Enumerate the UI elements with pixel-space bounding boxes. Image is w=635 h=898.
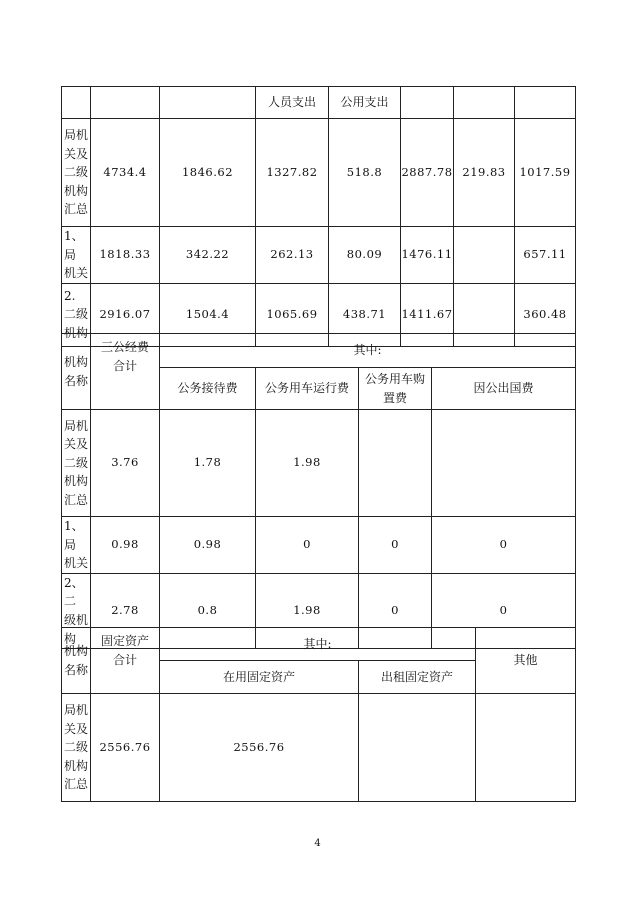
page-number: 4 — [314, 838, 321, 849]
value-cell: 2916.07 — [91, 283, 160, 346]
value-cell: 2887.78 — [401, 119, 454, 227]
value-cell: 2556.76 — [91, 694, 160, 802]
value-cell: 80.09 — [329, 227, 401, 284]
value-cell: 0 — [432, 517, 576, 574]
table-row — [62, 694, 576, 802]
header-cell — [160, 87, 256, 119]
table-row — [62, 119, 576, 227]
value-cell: 342.22 — [160, 227, 256, 284]
value-cell: 1476.11 — [401, 227, 454, 284]
value-cell: 1.98 — [256, 573, 359, 648]
group-header: 其中: — [160, 334, 576, 368]
value-cell: 1065.69 — [256, 283, 329, 346]
header-personnel-expense: 人员支出 — [256, 87, 329, 119]
table-row — [62, 517, 576, 574]
row-label: 2. 二级 机构 — [62, 283, 91, 346]
value-cell: 219.83 — [454, 119, 515, 227]
row-label: 局机 关及 二级 机构 汇总 — [62, 694, 91, 802]
value-cell: 518.8 — [329, 119, 401, 227]
value-cell: 1411.67 — [401, 283, 454, 346]
header-leased-assets: 出租固定资产 — [359, 661, 476, 694]
value-cell: 657.11 — [515, 227, 576, 284]
value-cell: 0.98 — [91, 517, 160, 574]
header-cell — [401, 87, 454, 119]
header-public-expense: 公用支出 — [329, 87, 401, 119]
value-cell: 1017.59 — [515, 119, 576, 227]
expenditure-table — [61, 86, 576, 347]
value-cell: 438.71 — [329, 283, 401, 346]
three-public-expenses-table — [61, 333, 576, 649]
table2-header-row — [62, 334, 576, 368]
row-label: 1、局 机关 — [62, 517, 91, 574]
value-cell — [476, 694, 576, 802]
value-cell: 1846.62 — [160, 119, 256, 227]
value-cell — [359, 694, 476, 802]
group-header: 其中: — [160, 628, 476, 661]
fixed-assets-table — [61, 627, 576, 802]
value-cell — [359, 410, 432, 517]
header-reception-fee: 公务接待费 — [160, 368, 256, 410]
value-cell: 3.76 — [91, 410, 160, 517]
value-cell: 0 — [256, 517, 359, 574]
table1-header-row — [62, 87, 576, 119]
value-cell: 4734.4 — [91, 119, 160, 227]
header-in-use-assets: 在用固定资产 — [160, 661, 359, 694]
org-name-header: 机构 名称 — [62, 628, 91, 694]
total-header: 三公经费 合计 — [91, 334, 160, 410]
header-overseas-travel-fee: 因公出国费 — [432, 368, 576, 410]
value-cell — [454, 227, 515, 284]
value-cell: 262.13 — [256, 227, 329, 284]
header-cell — [515, 87, 576, 119]
row-label: 1、局 机关 — [62, 227, 91, 284]
value-cell: 1.98 — [256, 410, 359, 517]
table-row — [62, 410, 576, 517]
table3-header-row — [62, 628, 576, 661]
header-car-operation-fee: 公务用车运行费 — [256, 368, 359, 410]
header-cell — [62, 87, 91, 119]
total-header: 固定资产 合计 — [91, 628, 160, 694]
value-cell: 0 — [359, 517, 432, 574]
row-label: 局机 关及 二级 机构 汇总 — [62, 410, 91, 517]
value-cell: 1.78 — [160, 410, 256, 517]
header-cell — [91, 87, 160, 119]
value-cell — [432, 410, 576, 517]
header-car-purchase-fee: 公务用车购 置费 — [359, 368, 432, 410]
value-cell: 2556.76 — [160, 694, 359, 802]
org-name-header: 机构 名称 — [62, 334, 91, 410]
value-cell: 0.98 — [160, 517, 256, 574]
value-cell: 1818.33 — [91, 227, 160, 284]
header-cell — [454, 87, 515, 119]
other-header: 其他 — [476, 628, 576, 694]
value-cell: 0.8 — [160, 573, 256, 648]
row-label: 局机 关及 二级 机构 汇总 — [62, 119, 91, 227]
row-label: 2、二 级机 构 — [62, 573, 91, 648]
value-cell: 360.48 — [515, 283, 576, 346]
value-cell: 0 — [432, 573, 576, 648]
value-cell: 1504.4 — [160, 283, 256, 346]
value-cell: 1327.82 — [256, 119, 329, 227]
value-cell: 2.78 — [91, 573, 160, 648]
table-row — [62, 227, 576, 284]
value-cell: 0 — [359, 573, 432, 648]
